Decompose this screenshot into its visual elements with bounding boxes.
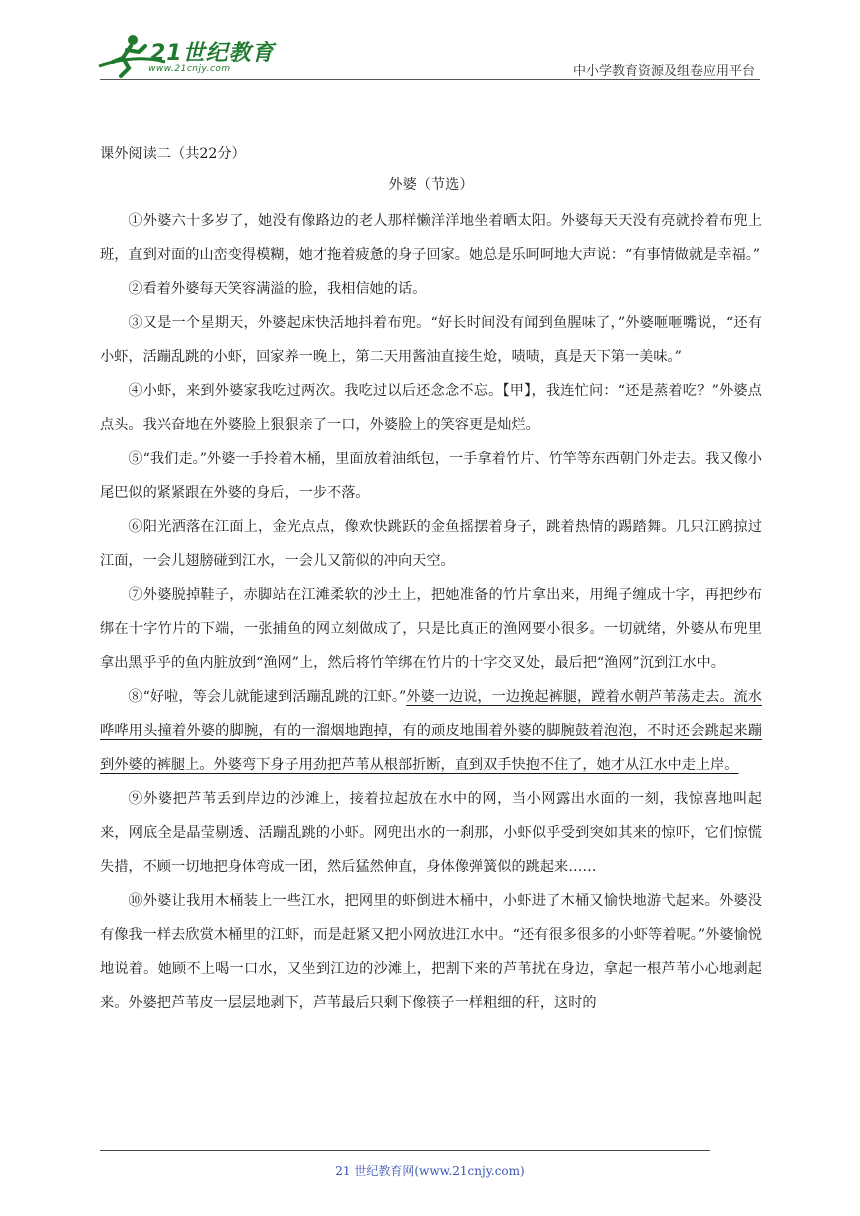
paragraph-5: ⑤“我们走。”外婆一手拎着木桶，里面放着油纸包，一手拿着竹片、竹竿等东西朝门外走去。我又像小尾巴似的紧紧跟在外婆的身后，一步不落。: [100, 451, 762, 501]
paragraph-1: ①外婆六十多岁了，她没有像路边的老人那样懒洋洋地坐着晒太阳。外婆每天天没有亮就拎着布兜上班，直到对面的山峦变得模糊，她才拖着疲惫的身子回家。她总是乐呵呵地大声说：“有事情做就是幸福。”: [100, 213, 762, 263]
paragraph-3: ③又是一个星期天，外婆起床快活地抖着布兜。“好长时间没有闻到鱼腥味了，”外婆咂咂嘴说，“还有小虾，活蹦乱跳的小虾，回家养一晚上，第二天用酱油直接生炝，啧啧，真是天下第一美味。”: [100, 315, 762, 365]
logo-text: 21世纪教育: [150, 41, 275, 66]
page-header: [0, 0, 860, 90]
platform-label: 中小学教育资源及组卷应用平台: [572, 64, 755, 79]
article-body: [100, 138, 762, 1020]
header-divider: [100, 79, 760, 80]
logo-url: www.21cnjy.com: [148, 64, 231, 74]
paragraph-10: ⑩外婆让我用木桶装上一些江水，把网里的虾倒进木桶中，小虾进了木桶又愉快地游弋起来。外婆没有像我一样去欣赏木桶里的江虾，而是赶紧又把小网放进江水中。“还有很多很多的小虾等着呢。”外婆愉悦地说着。她顾不上喝一口水，又坐到江边的沙滩上，把割下来的芦苇扰在身边，拿起一根芦苇小心地剥起来。外婆把芦苇皮一层层地剥下，芦苇最后只剩下像筷子一样粗细的秆，这时的: [100, 893, 762, 1011]
paragraph-8: [100, 680, 762, 782]
paragraph-7: ⑦外婆脱掉鞋子，赤脚站在江滩柔软的沙土上，把她准备的竹片拿出来，用绳子缠成十字，再把纱布绑在十字竹片的下端，一张捕鱼的网立刻做成了，只是比真正的渔网要小很多。一切就绪，外婆从布兜里拿出黑乎乎的鱼内脏放到“渔网”上，然后将竹竿绑在竹片的十字交叉处，最后把“渔网”沉到江水中。: [100, 587, 762, 671]
section-title: 课外阅读二（共22分）: [100, 146, 246, 162]
paragraph-4: ④小虾，来到外婆家我吃过两次。我吃过以后还念念不忘。【甲】，我连忙问：“还是蒸着吃？”外婆点点头。我兴奋地在外婆脸上狠狠亲了一口，外婆脸上的笑容更是灿烂。: [100, 383, 762, 433]
paragraph-8-text: ⑧“好啦，等会儿就能逮到活蹦乱跳的江虾。”: [128, 689, 407, 705]
footer-divider: [100, 1150, 710, 1151]
underlined-passage: 外婆一边说，一边挽起裤腿，蹚着水朝芦苇荡走去。流水哗哗用头撞着外婆的脚腕，有的一溜烟地跑掉，有的顽皮地围着外婆的脚腕鼓着泡泡，不时还会跳起来蹦到外婆的裤腿上。外婆弯下身子用劲把芦苇从根部折断，直到双手快抱不住了，她才从江水中走上岸。: [100, 689, 762, 773]
paragraph-2: ②看着外婆每天笑容满溢的脸，我相信她的话。: [128, 281, 427, 297]
footer-link[interactable]: 21 世纪教育网(www.21cnjy.com): [335, 1164, 525, 1178]
article-title: 外婆（节选）: [388, 177, 474, 193]
paragraph-6: ⑥阳光洒落在江面上，金光点点，像欢快跳跃的金鱼摇摆着身子，跳着热情的踢踏舞。几只江鸥掠过江面，一会儿翅膀碰到江水，一会儿又箭似的冲向天空。: [100, 519, 762, 569]
paragraph-9: ⑨外婆把芦苇丢到岸边的沙滩上，接着拉起放在水中的网，当小网露出水面的一刻，我惊喜地叫起来，网底全是晶莹剔透、活蹦乱跳的小虾。网兜出水的一刹那，小虾似乎受到突如其来的惊吓，它们惊慌失措，不顾一切地把身体弯成一团，然后猛然伸直，身体像弹簧似的跳起来……: [100, 791, 762, 875]
